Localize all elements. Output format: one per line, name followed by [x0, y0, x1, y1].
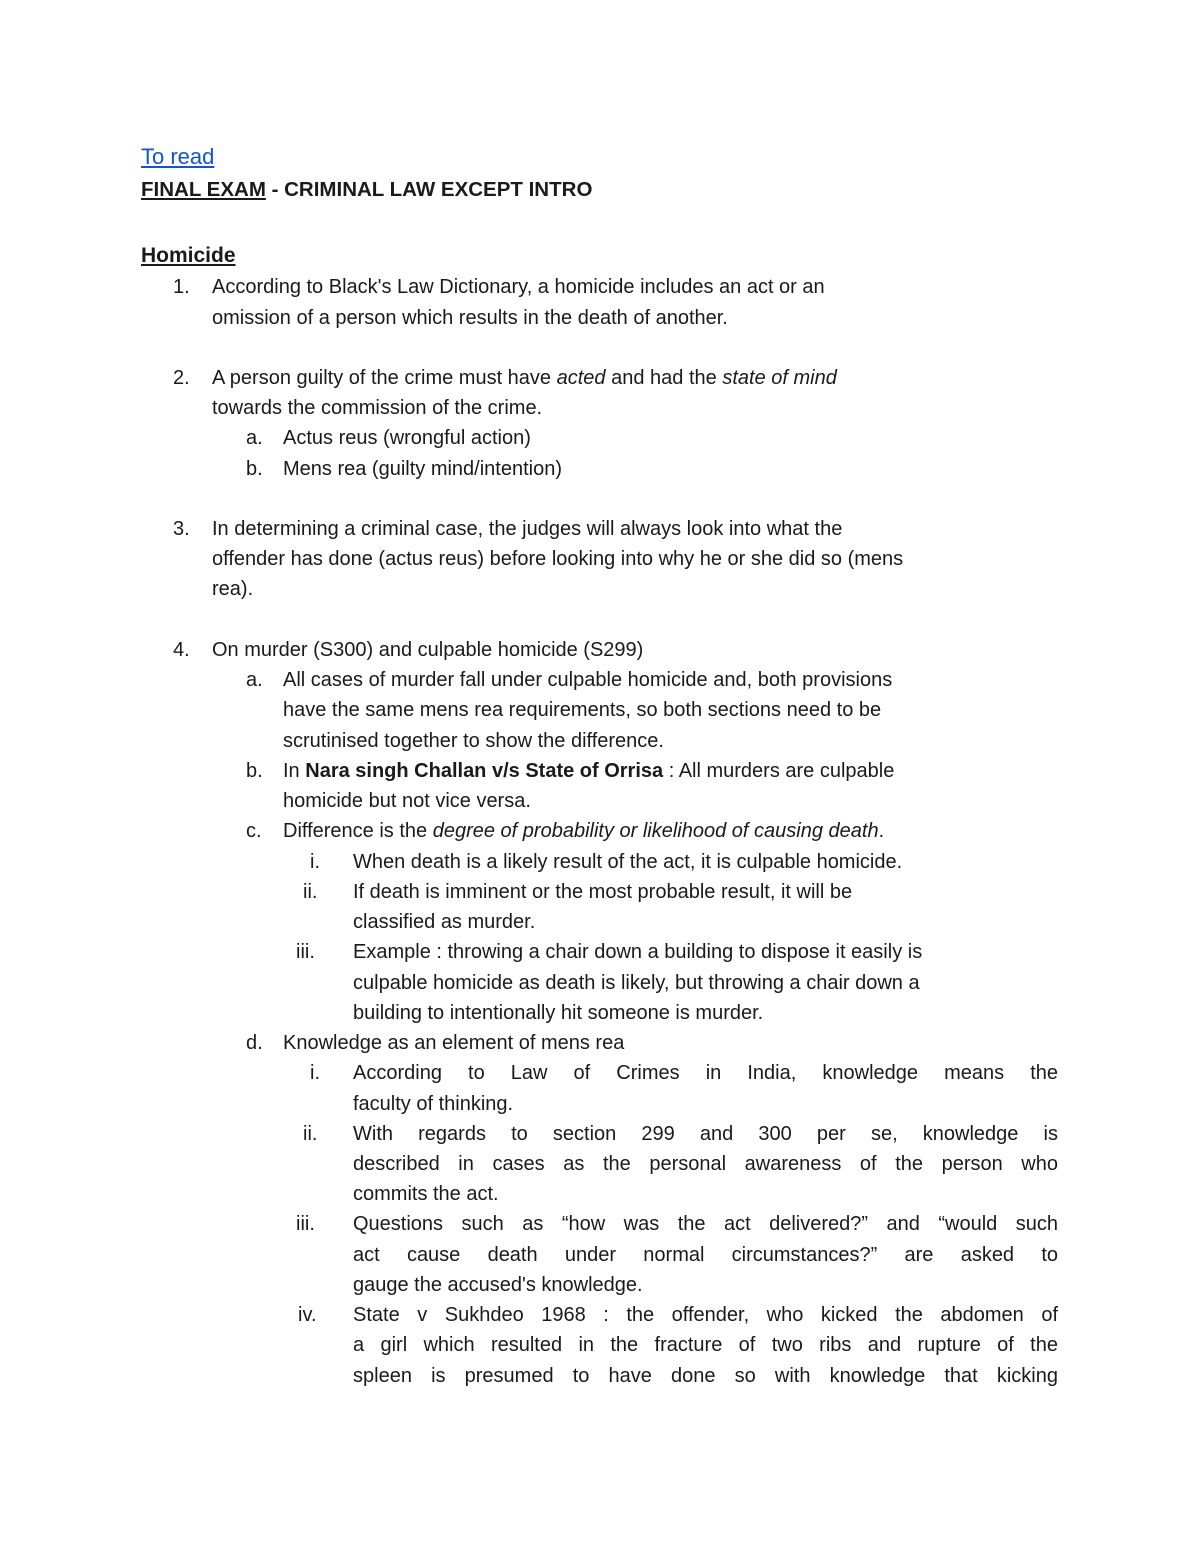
list-item-line: Mens rea (guilty mind/intention) — [283, 458, 563, 480]
list-item-line: With regards to section 299 and 300 per se, knowledge is — [353, 1123, 1058, 1145]
list-item-line: building to intentionally hit someone is murder. — [353, 1002, 764, 1024]
list-item-line: offender has done (actus reus) before looking into why he or she did so (mens — [212, 548, 904, 570]
list-item-line: culpable homicide as death is likely, but throwing a chair down a — [353, 972, 920, 994]
list-marker: b. — [246, 760, 263, 782]
list-marker: c. — [246, 820, 262, 842]
list-marker: ii. — [303, 881, 318, 903]
list-item-line: towards the commission of the crime. — [212, 397, 543, 419]
list-item-line: gauge the accused's knowledge. — [353, 1274, 643, 1296]
list-item-line: act cause death under normal circumstances?” are asked to — [353, 1244, 1058, 1266]
list-item-line: According to Black's Law Dictionary, a homicide includes an act or an — [212, 276, 825, 298]
title-underlined: FINAL EXAM — [141, 178, 266, 201]
list-item-line: faculty of thinking. — [353, 1093, 514, 1115]
list-item-line: If death is imminent or the most probable result, it will be — [353, 881, 853, 903]
list-item-line: Example : throwing a chair down a building to dispose it easily is — [353, 941, 923, 963]
list-item-line: a girl which resulted in the fracture of two ribs and rupture of the — [353, 1334, 1058, 1356]
list-marker: b. — [246, 458, 263, 480]
list-marker: i. — [310, 1062, 320, 1084]
list-item-line: homicide but not vice versa. — [283, 790, 531, 812]
list-marker: 1. — [173, 276, 190, 298]
list-item-line: spleen is presumed to have done so with knowledge that kicking — [353, 1365, 1058, 1387]
list-item-line: In Nara singh Challan v/s State of Orrisa : All murders are culpable — [283, 760, 895, 782]
list-item-line: have the same mens rea requirements, so both sections need to be — [283, 699, 882, 721]
list-marker: ii. — [303, 1123, 318, 1145]
list-item-line: scrutinised together to show the difference. — [283, 730, 664, 752]
list-item-line: omission of a person which results in the death of another. — [212, 307, 728, 329]
case-name: Nara singh Challan v/s State of Orrisa — [305, 760, 664, 782]
list-item-line: State v Sukhdeo 1968 : the offender, who kicked the abdomen of — [353, 1304, 1058, 1326]
list-marker: iii. — [296, 1213, 315, 1235]
list-marker: a. — [246, 669, 263, 691]
list-marker: 2. — [173, 367, 190, 389]
list-marker: iii. — [296, 941, 315, 963]
list-item-line: described in cases as the personal awareness of the person who — [353, 1153, 1058, 1175]
to-read-link[interactable]: To read — [141, 144, 215, 169]
page-title — [141, 175, 592, 205]
list-item-line: In determining a criminal case, the judges will always look into what the — [212, 518, 843, 540]
list-item-line: rea). — [212, 578, 254, 600]
list-marker: iv. — [298, 1304, 317, 1326]
list-item-line: When death is a likely result of the act, it is culpable homicide. — [353, 851, 903, 873]
list-item-line: Difference is the degree of probability or likelihood of causing death. — [283, 820, 885, 842]
list-marker: a. — [246, 427, 263, 449]
title-rest: - CRIMINAL LAW EXCEPT INTRO — [265, 178, 593, 201]
list-marker: 4. — [173, 639, 190, 661]
list-item-line: All cases of murder fall under culpable homicide and, both provisions — [283, 669, 893, 691]
list-marker: i. — [310, 851, 320, 873]
list-item-line: A person guilty of the crime must have acted and had the state of mind — [212, 367, 837, 389]
section-heading-homicide: Homicide — [141, 244, 236, 267]
list-item-line: Knowledge as an element of mens rea — [283, 1032, 625, 1054]
list-item-line: Actus reus (wrongful action) — [283, 427, 531, 449]
list-item-line: According to Law of Crimes in India, knowledge means the — [353, 1062, 1058, 1084]
list-item-line: commits the act. — [353, 1183, 499, 1205]
list-item-line: Questions such as “how was the act delivered?” and “would such — [353, 1213, 1058, 1235]
emphasis: state of mind — [722, 367, 837, 389]
list-marker: 3. — [173, 518, 190, 540]
emphasis: degree of probability or likelihood of causing death — [432, 820, 879, 842]
list-marker: d. — [246, 1032, 263, 1054]
list-item-line: On murder (S300) and culpable homicide (S299) — [212, 639, 644, 661]
list-item-line: classified as murder. — [353, 911, 536, 933]
emphasis: acted — [556, 367, 606, 389]
